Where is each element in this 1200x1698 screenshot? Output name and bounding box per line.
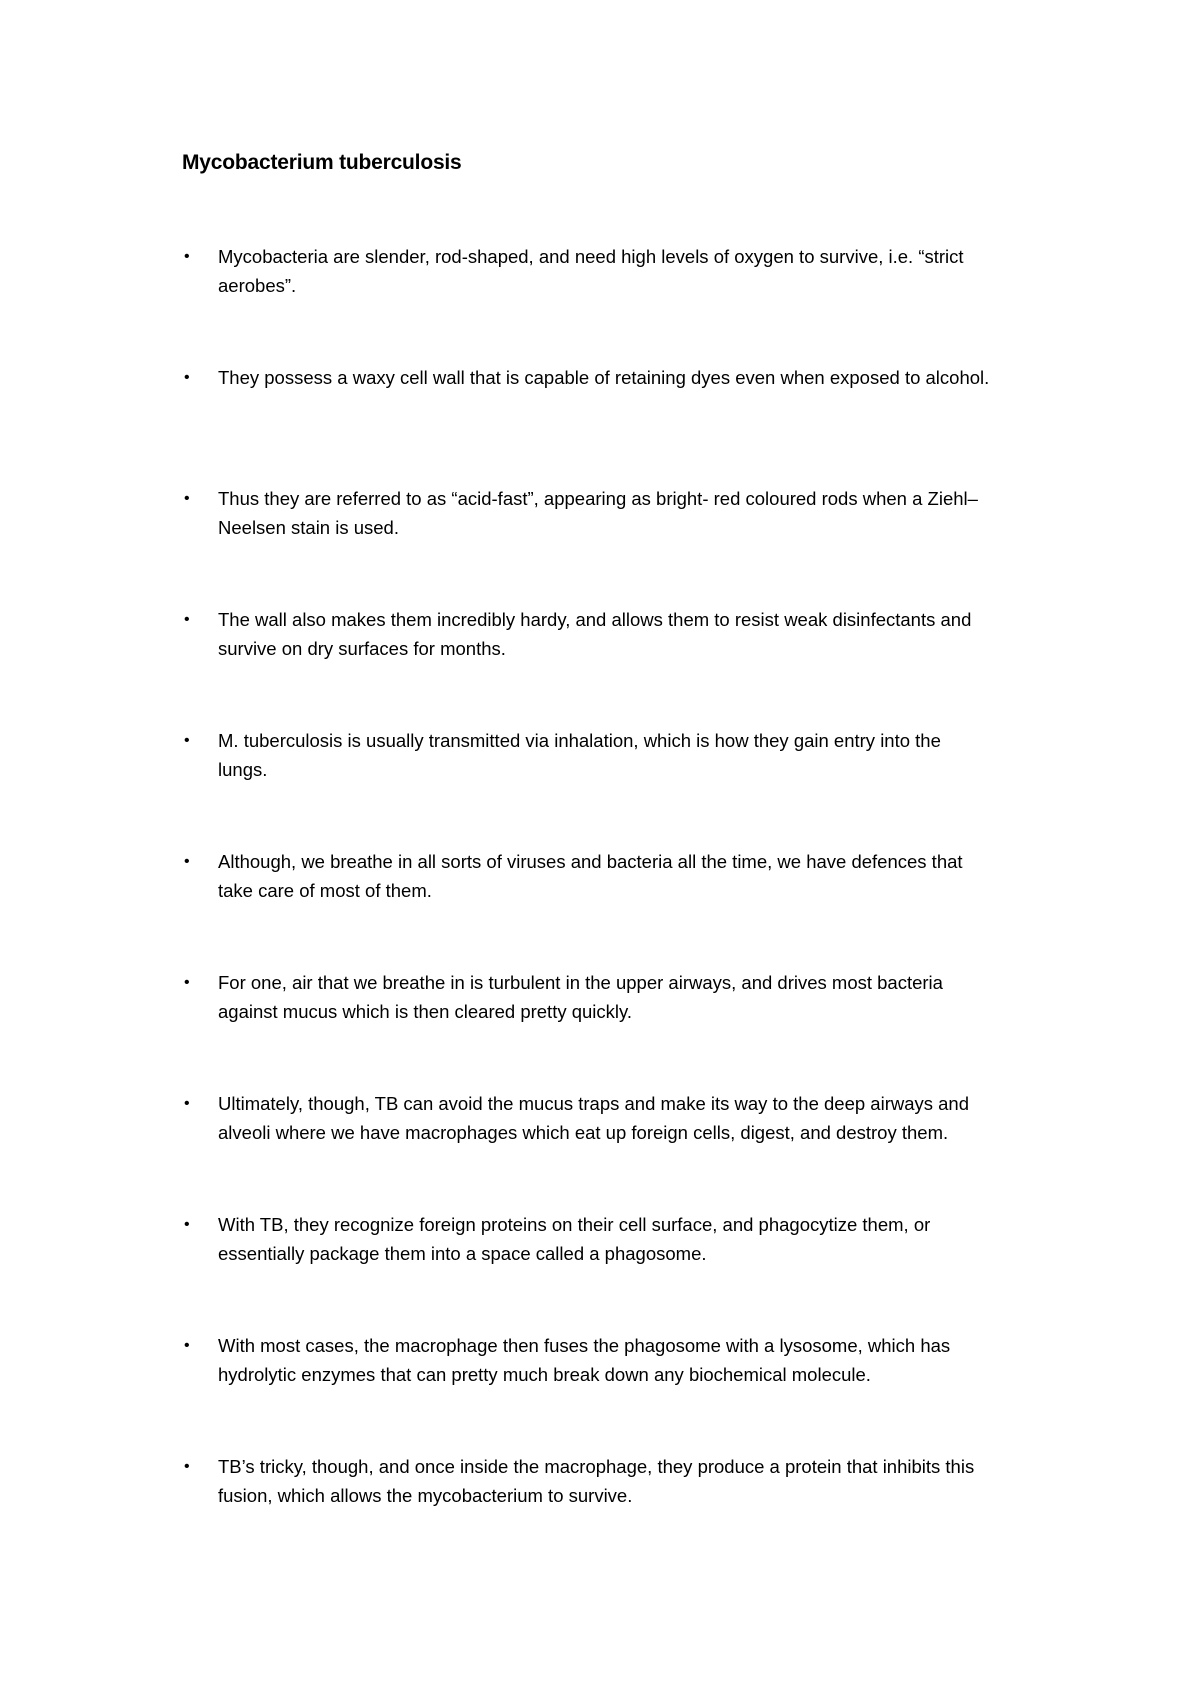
bullet-icon: • <box>184 1337 190 1354</box>
page-title: Mycobacterium tuberculosis <box>182 151 462 174</box>
list-item-text: Although, we breathe in all sorts of viruses and bacteria all the time, we have defences that take care of most of them. <box>218 851 963 901</box>
list-item <box>182 726 1082 847</box>
list-item <box>182 605 1082 726</box>
list-item-text: They possess a waxy cell wall that is capable of retaining dyes even when exposed to alcohol. <box>218 367 990 388</box>
list-item <box>182 1331 1082 1452</box>
list-item-text: With TB, they recognize foreign proteins on their cell surface, and phagocytize them, or essentially package them into a space called a phagosome. <box>218 1214 931 1264</box>
list-item <box>182 1089 1082 1210</box>
list-item-text: With most cases, the macrophage then fuses the phagosome with a lysosome, which has hydrolytic enzymes that can pretty much break down any biochemical molecule. <box>218 1335 951 1385</box>
bullet-icon: • <box>184 732 190 749</box>
list-item <box>182 484 1082 605</box>
list-item <box>182 1452 1082 1573</box>
bullet-icon: • <box>184 490 190 507</box>
list-item-text: Mycobacteria are slender, rod-shaped, and need high levels of oxygen to survive, i.e. “strict aerobes”. <box>218 246 964 296</box>
bullet-icon: • <box>184 853 190 870</box>
list-item-text: Thus they are referred to as “acid-fast”, appearing as bright- red coloured rods when a Ziehl– Neelsen stain is used. <box>218 488 978 538</box>
bullet-icon: • <box>184 1095 190 1112</box>
list-item <box>182 847 1082 968</box>
list-item <box>182 363 1082 484</box>
bullet-icon: • <box>184 369 190 386</box>
list-item-text: For one, air that we breathe in is turbulent in the upper airways, and drives most bacteria against mucus which is then cleared pretty quickly. <box>218 972 943 1022</box>
list-item-text: M. tuberculosis is usually transmitted via inhalation, which is how they gain entry into the lungs. <box>218 730 941 780</box>
list-item <box>182 242 1082 363</box>
bullet-icon: • <box>184 1458 190 1475</box>
list-item-text: TB’s tricky, though, and once inside the macrophage, they produce a protein that inhibits this fusion, which allows the mycobacterium to survive. <box>218 1456 975 1506</box>
bullet-icon: • <box>184 974 190 991</box>
list-item <box>182 1210 1082 1331</box>
bullet-icon: • <box>184 1216 190 1233</box>
list-item <box>182 968 1082 1089</box>
list-item-text: The wall also makes them incredibly hardy, and allows them to resist weak disinfectants and survive on dry surfaces for months. <box>218 609 972 659</box>
list-item-text: Ultimately, though, TB can avoid the mucus traps and make its way to the deep airways and alveoli where we have macrophages which eat up foreign cells, digest, and destroy them. <box>218 1093 970 1143</box>
bullet-icon: • <box>184 248 190 265</box>
bullet-list <box>182 242 1082 1573</box>
bullet-icon: • <box>184 611 190 628</box>
